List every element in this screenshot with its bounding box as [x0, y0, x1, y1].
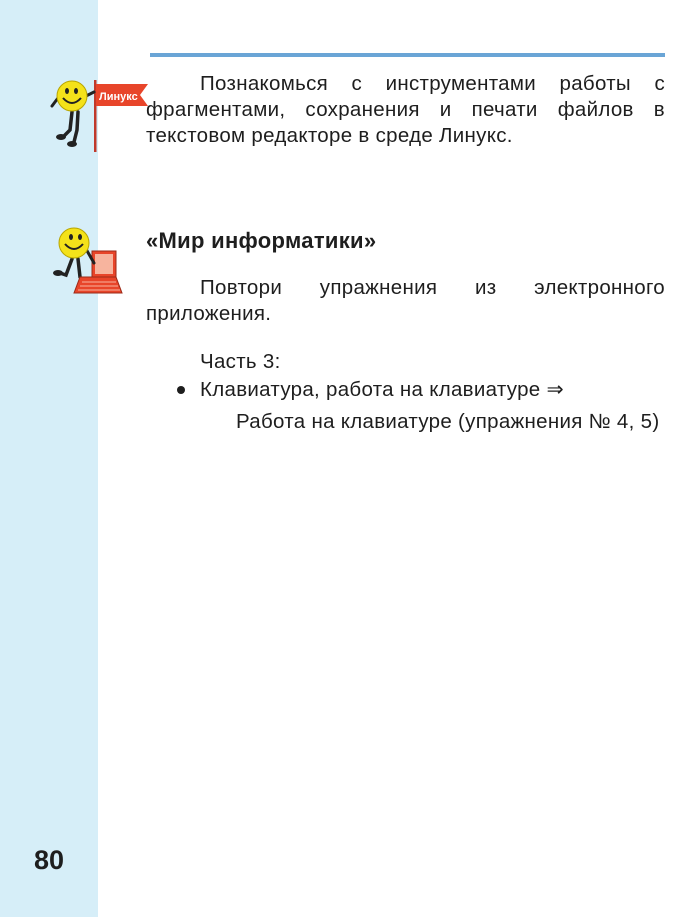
flag-label: Линукс	[99, 91, 138, 103]
part-label: Часть 3:	[200, 350, 281, 373]
linux-mascot-icon	[50, 78, 150, 161]
bullet-item-main: Клавиатура, работа на клавиатуре ⇒	[200, 378, 564, 401]
bullet-item-sub: Работа на клавиатуре (упражнения № 4, 5)	[236, 410, 660, 433]
top-rule	[150, 53, 665, 57]
section-heading: «Мир информатики»	[146, 228, 377, 253]
bullet-icon	[177, 386, 185, 394]
repeat-exercises-text	[146, 275, 665, 327]
linux-task-text-content: Познакомься с инструментами работы с фрагментами, сохранения и печати файлов в текстовом редакторе в среде Линукс.	[146, 72, 665, 147]
page-number: 80	[34, 845, 65, 875]
repeat-exercises-text-content: Повтори упражнения из электронного приложения.	[146, 276, 665, 325]
linux-task-text	[146, 71, 665, 149]
informatics-mascot-icon	[50, 225, 130, 305]
